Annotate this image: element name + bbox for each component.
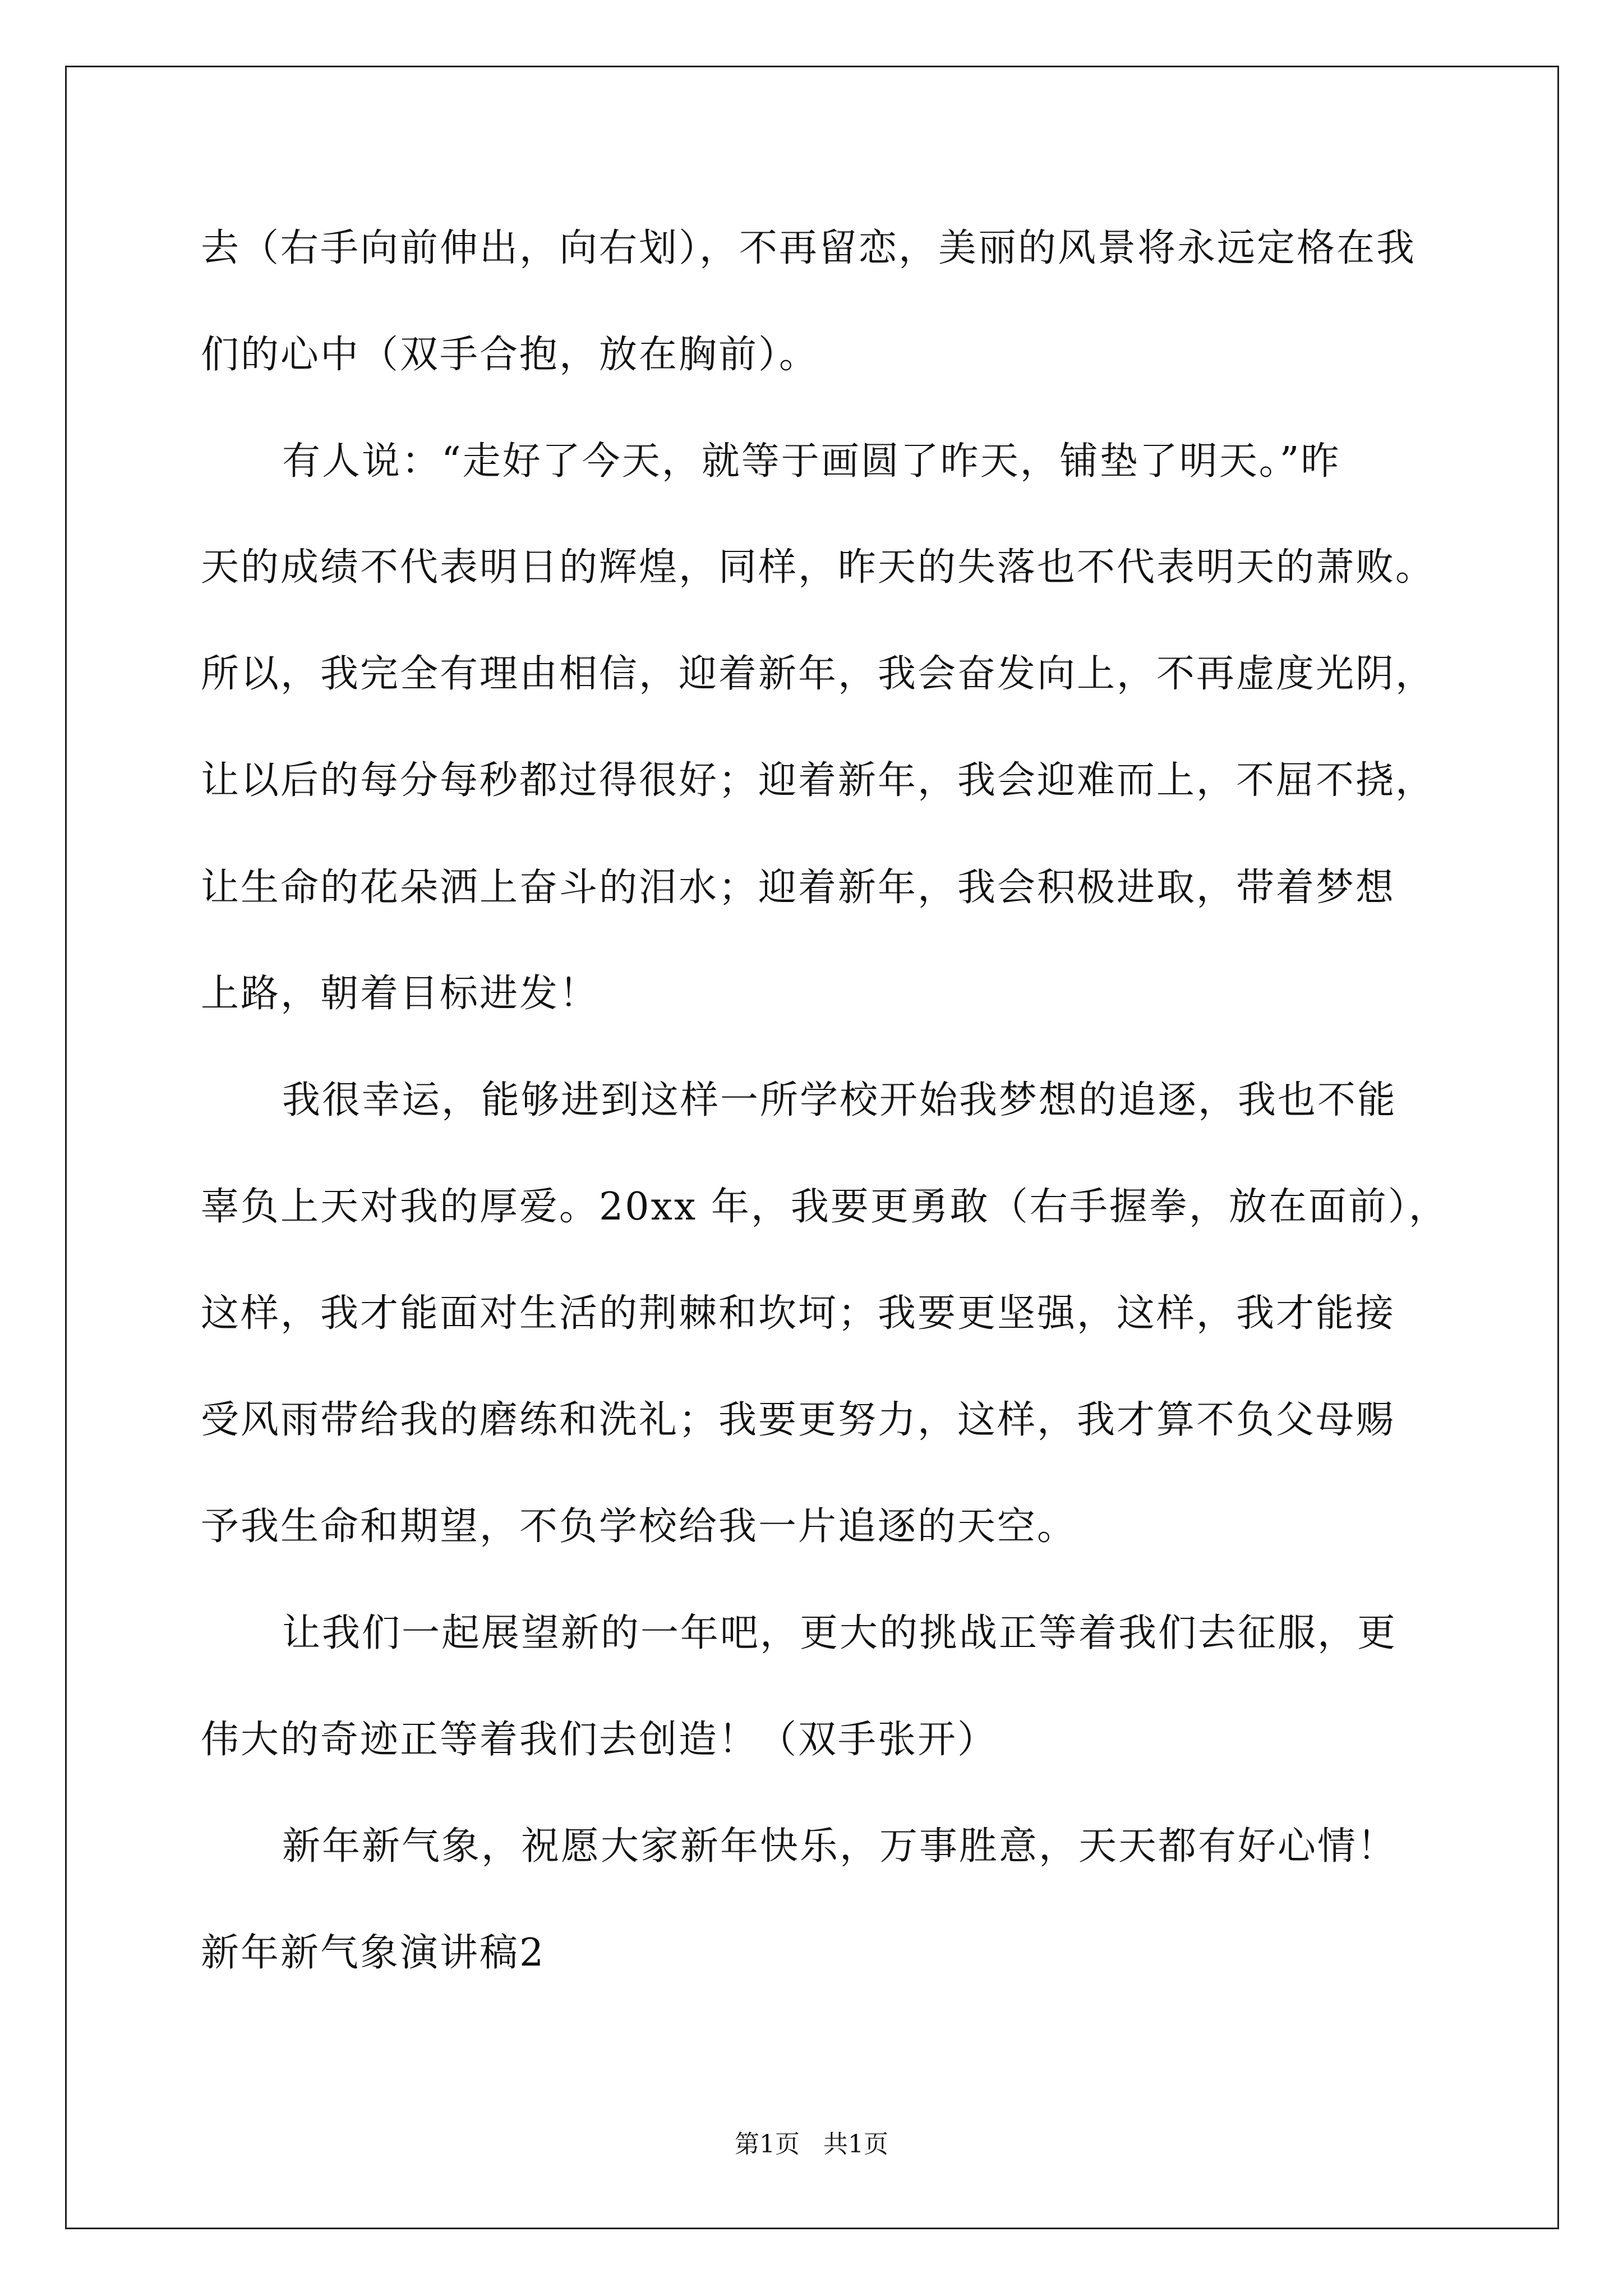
text-line: 上路，朝着目标进发！ bbox=[201, 972, 600, 1016]
text-line: 受风雨带给我的磨练和洗礼；我要更努力，这样，我才算不负父母赐 bbox=[201, 1398, 1396, 1442]
text-line: 让生命的花朵洒上奋斗的泪水；迎着新年，我会积极进取，带着梦想 bbox=[201, 866, 1396, 910]
text-line: 予我生命和期望，不负学校给我一片追逐的天空。 bbox=[201, 1504, 1077, 1549]
text-line: 新年新气象，祝愿大家新年快乐，万事胜意，天天都有好心情！ bbox=[282, 1824, 1398, 1869]
text-line: 伟大的奇迹正等着我们去创造！（双手张开） bbox=[201, 1718, 998, 1762]
text-line: 这样，我才能面对生活的荆棘和坎坷；我要更坚强，这样，我才能接 bbox=[201, 1291, 1396, 1336]
page-number: 第1页 共1页 bbox=[735, 2130, 888, 2159]
text-line: 我很幸运，能够进到这样一所学校开始我梦想的追逐，我也不能 bbox=[282, 1078, 1398, 1122]
text-line: 辜负上天对我的厚爱。20xx 年，我要更勇敢（右手握拳，放在面前）， bbox=[201, 1185, 1449, 1229]
text-line: 们的心中（双手合抱，放在胸前）。 bbox=[201, 333, 819, 377]
document-heading: 新年新气象演讲稿2 bbox=[201, 1931, 546, 1975]
text-line: 去（右手向前伸出，向右划），不再留恋，美丽的风景将永远定格在我 bbox=[201, 226, 1417, 270]
text-line: 天的成绩不代表明日的辉煌，同样，昨天的失落也不代表明天的萧败。 bbox=[201, 545, 1436, 590]
text-line: 所以，我完全有理由相信，迎着新年，我会奋发向上，不再虚度光阴， bbox=[201, 652, 1436, 696]
text-line: 让我们一起展望新的一年吧，更大的挑战正等着我们去征服，更 bbox=[282, 1611, 1398, 1655]
page-border bbox=[65, 66, 1559, 2229]
text-line: 有人说：“走好了今天，就等于画圆了昨天，铺垫了明天。”昨 bbox=[282, 439, 1341, 484]
text-line: 让以后的每分每秒都过得很好；迎着新年，我会迎难而上，不屈不挠， bbox=[201, 758, 1436, 803]
